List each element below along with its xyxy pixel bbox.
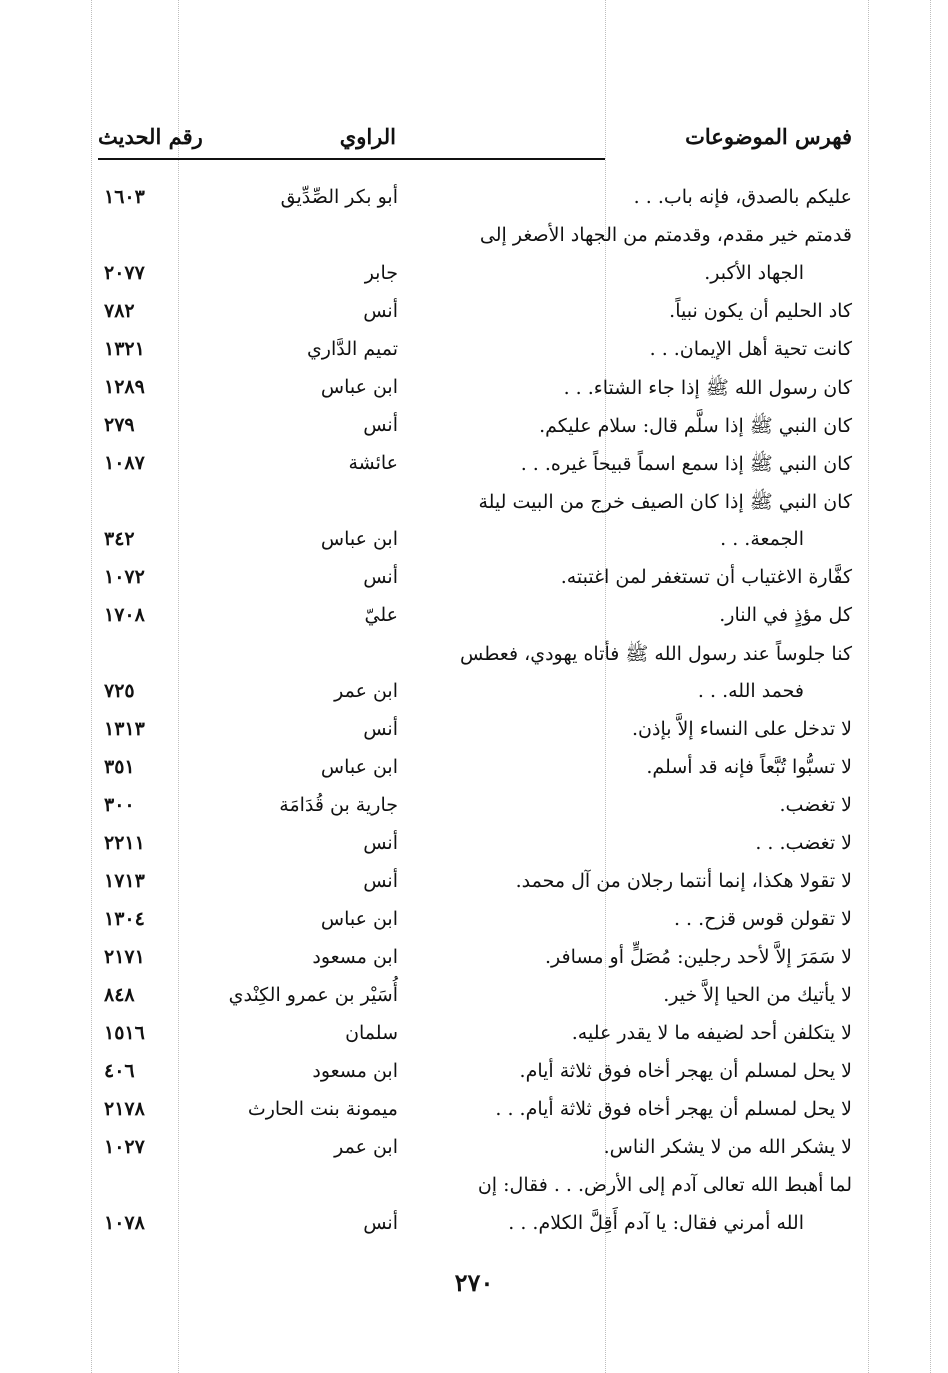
entry-line [0,752,948,790]
index-entries [0,182,948,1246]
hadith-topic: لا يشكر الله من لا يشكر الناس. [603,1136,852,1158]
entry-line [0,258,948,296]
header-rule [98,158,605,160]
hadith-number: ٢٧٩ [104,414,135,436]
hadith-narrator: ابن عمر [334,1136,398,1158]
hadith-topic: لا تقولن قوس قزح. . . [673,908,852,930]
index-entry [0,942,948,980]
hadith-topic: لا يحل لمسلم أن يهجر أخاه فوق ثلاثة أيام. . . [495,1098,852,1120]
index-entry [0,752,948,790]
hadith-topic: كاد الحليم أن يكون نبياً. [669,300,852,322]
hadith-number: ١٧٠٨ [104,604,145,626]
hadith-number: ٨٤٨ [104,984,135,1006]
hadith-topic: كانت تحية أهل الإيمان. . . [649,338,852,360]
hadith-number: ١٠٧٨ [104,1212,145,1234]
entry-line [0,182,948,220]
hadith-number: ٣٥١ [104,756,135,778]
hadith-topic: لا تسبُّوا تُبَّعاً فإنه قد أسلم. [646,756,852,778]
entry-line [0,1170,948,1208]
hadith-number: ١٢٨٩ [104,376,145,398]
table-header [98,124,852,156]
page-number: ٢٧٠ [454,1268,494,1297]
hadith-number: ١٧١٣ [104,870,145,892]
hadith-topic: كفَّارة الاغتياب أن تستغفر لمن اغتبته. [560,566,852,588]
entry-line [0,1208,948,1246]
hadith-narrator: ابن عباس [320,908,398,930]
hadith-number: ١٣٢١ [104,338,145,360]
hadith-number: ٣٠٠ [104,794,135,816]
index-entry [0,334,948,372]
index-entry [0,220,948,296]
hadith-number: ١٣٠٤ [104,908,145,930]
index-entry [0,448,948,486]
hadith-narrator: أنس [363,718,398,740]
hadith-number: ١٠٢٧ [104,1136,145,1158]
hadith-narrator: ابن مسعود [312,1060,398,1082]
hadith-narrator: تميم الدَّاري [306,338,398,360]
hadith-narrator: ابن عباس [320,528,398,550]
hadith-number: ٣٤٢ [104,528,135,550]
entry-line [0,1056,948,1094]
index-entry [0,562,948,600]
entry-line [0,1018,948,1056]
index-entry [0,1132,948,1170]
hadith-narrator: أنس [363,1212,398,1234]
hadith-topic: لا سَمَرَ إلاَّ لأحد رجلين: مُصَلٍّ أو مسافر. [545,946,852,968]
hadith-topic: الجهاد الأكبر. [704,262,804,284]
entry-line [0,448,948,486]
hadith-topic: لا يحل لمسلم أن يهجر أخاه فوق ثلاثة أيام. [519,1060,852,1082]
index-entry [0,600,948,638]
hadith-topic: كل مؤذٍ في النار. [719,604,852,626]
hadith-number: ١٥١٦ [104,1022,145,1044]
index-entry [0,410,948,448]
index-entry [0,980,948,1018]
entry-line [0,980,948,1018]
hadith-narrator: عائشة [348,452,398,474]
entry-line [0,676,948,714]
hadith-narrator: أنس [363,414,398,436]
hadith-narrator: جابر [364,262,398,284]
index-entry [0,1018,948,1056]
topic-column-heading: فهرس الموضوعات [685,124,852,149]
hadith-topic: عليكم بالصدق، فإنه باب. . . [633,186,852,208]
hadith-narrator: جارية بن قُدَامَة [279,794,398,816]
narrator-column-heading: الراوي [339,124,396,149]
entry-line [0,638,948,676]
index-entry [0,790,948,828]
entry-line [0,296,948,334]
hadith-narrator: ميمونة بنت الحارث [247,1098,398,1120]
hadith-topic: كان النبي ﷺ إذا كان الصيف خرج من البيت ليلة [478,491,852,513]
index-entry [0,638,948,714]
index-entry [0,1056,948,1094]
hadith-topic: لا يأتيك من الحيا إلاَّ خير. [663,984,852,1006]
entry-line [0,372,948,410]
index-entry [0,904,948,942]
hadith-narrator: أنس [363,300,398,322]
hadith-narrator: سلمان [345,1022,398,1044]
hadith-number: ١٠٧٢ [104,566,145,588]
entry-line [0,790,948,828]
hadith-narrator: ابن عباس [320,376,398,398]
hadith-topic: كان النبي ﷺ إذا سمع اسماً قبيحاً غيره. . . [520,453,852,475]
hadith-number: ٢٠٧٧ [104,262,145,284]
hadith-topic: لا يتكلفن أحد لضيفه ما لا يقدر عليه. [571,1022,852,1044]
hadith-topic: الجمعة. . . [720,528,804,550]
hadith-number: ٤٠٦ [104,1060,135,1082]
hadith-narrator: عليّ [364,604,398,626]
entry-line [0,828,948,866]
index-entry [0,296,948,334]
hadith-number: ٢٢١١ [104,832,145,854]
hadith-topic: الله أمرني فقال: يا آدم أَقِلَّ الكلام. . . [508,1212,804,1234]
entry-line [0,1094,948,1132]
hadith-narrator: أُسَيْر بن عمرو الكِنْدي [228,984,398,1006]
entry-line [0,1132,948,1170]
hadith-narrator: أنس [363,566,398,588]
index-entry [0,866,948,904]
entry-line [0,904,948,942]
hadith-topic: لا تقولا هكذا، إنما أنتما رجلان من آل محمد. [515,870,852,892]
hadith-number: ٧٢٥ [104,680,135,702]
entry-line [0,600,948,638]
index-entry [0,372,948,410]
index-entry [0,182,948,220]
hadith-topic: فحمد الله. . . [697,680,804,702]
hadith-topic: لما أهبط الله تعالى آدم إلى الأرض. . . فقال: إن [477,1174,852,1196]
hadith-narrator: ابن مسعود [312,946,398,968]
hadith-narrator: أنس [363,870,398,892]
entry-line [0,410,948,448]
hadith-topic: قدمتم خير مقدم، وقدمتم من الجهاد الأصغر إلى [479,224,852,246]
entry-line [0,524,948,562]
entry-line [0,220,948,258]
hadith-number: ١٠٨٧ [104,452,145,474]
hadith-narrator: ابن عمر [334,680,398,702]
entry-line [0,334,948,372]
index-entry [0,1094,948,1132]
hadith-topic: لا تدخل على النساء إلاَّ بإذن. [631,718,852,740]
hadith-number: ٧٨٢ [104,300,135,322]
index-entry [0,486,948,562]
hadith-topic: كان رسول الله ﷺ إذا جاء الشتاء. . . [563,377,852,399]
hadith-topic: كان النبي ﷺ إذا سلَّم قال: سلام عليكم. [539,415,852,437]
hadith-narrator: أبو بكر الصِّدِّيق [280,186,398,208]
entry-line [0,942,948,980]
hadith-number: ٢١٧٨ [104,1098,145,1120]
entry-line [0,714,948,752]
hadith-number: ١٣١٣ [104,718,145,740]
entry-line [0,486,948,524]
number-column-heading: رقم الحديث [98,124,203,149]
hadith-topic: كنا جلوساً عند رسول الله ﷺ فأتاه يهودي، فعطس [460,643,852,665]
hadith-number: ١٦٠٣ [104,186,145,208]
hadith-narrator: أنس [363,832,398,854]
hadith-topic: لا تغضب. . . [755,832,852,854]
index-entry [0,714,948,752]
entry-line [0,562,948,600]
hadith-number: ٢١٧١ [104,946,145,968]
index-entry [0,828,948,866]
index-entry [0,1170,948,1246]
entry-line [0,866,948,904]
hadith-narrator: ابن عباس [320,756,398,778]
hadith-topic: لا تغضب. [779,794,852,816]
